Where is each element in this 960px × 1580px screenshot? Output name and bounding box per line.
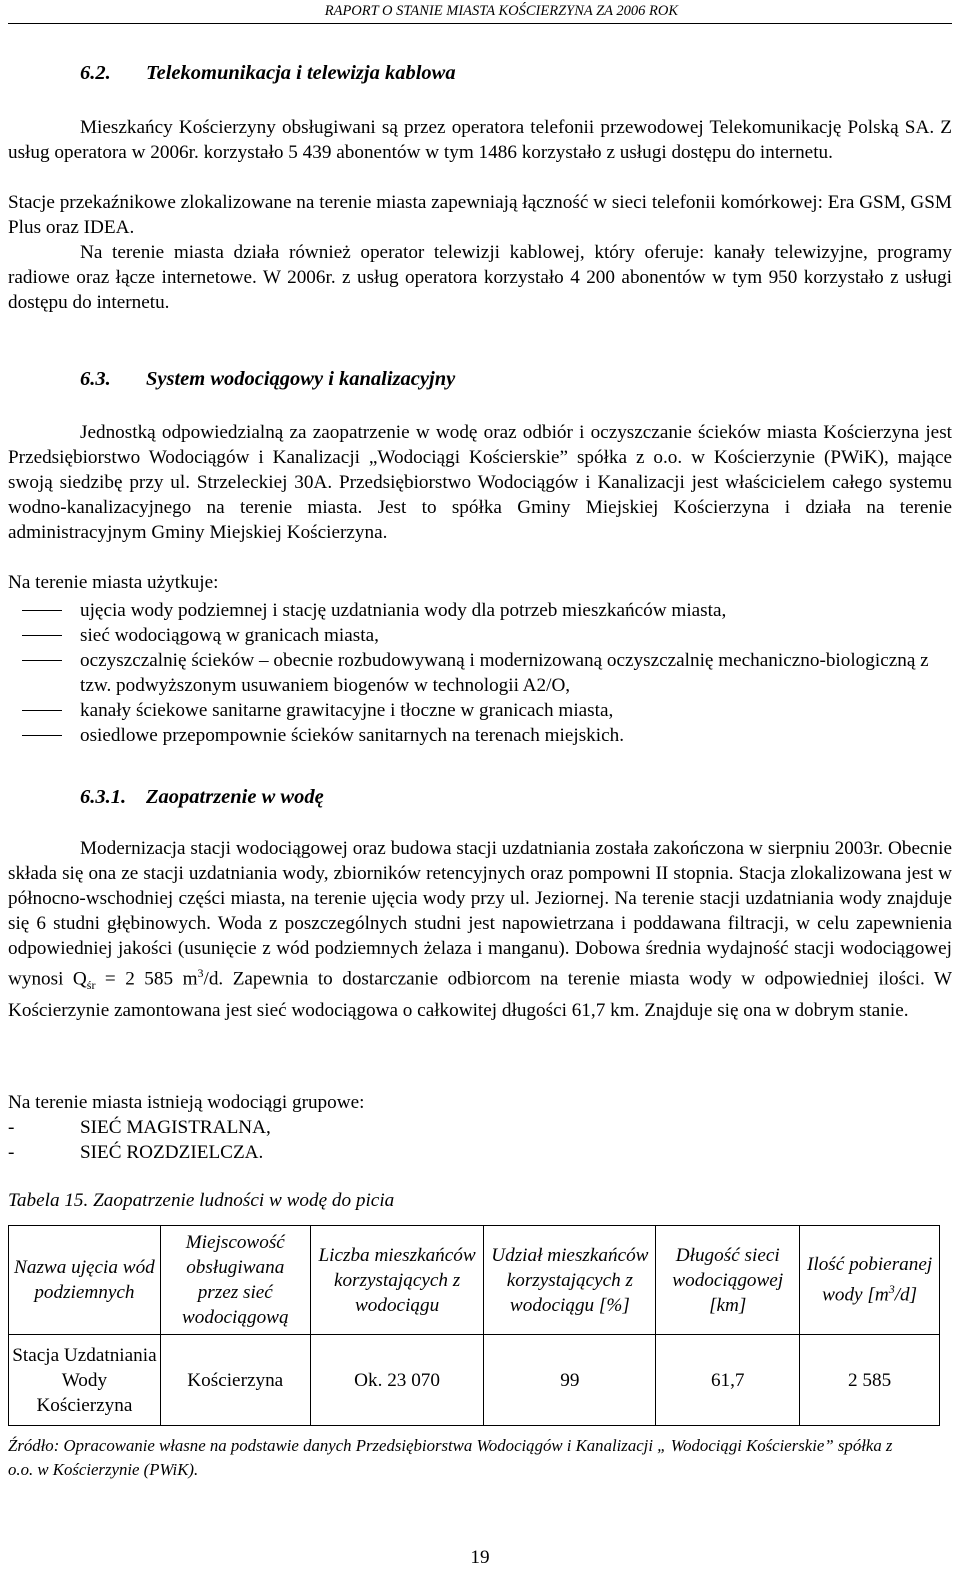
paragraph-telewizja: Na terenie miasta działa również operator telewizji kablowej, który oferuje: kanały telewizyjne, programy radiowe oraz łącze internetowe. W 2006r. z usług operatora korzystało 4 200 abonentów w tym 950 korzystało z usługi dostępu do internetu. [8,242,952,313]
table-header-cell: Miejscowość obsługiwana przez sieć wodociągową [160,1226,310,1335]
table-header-cell: Liczba mieszkańców korzystających z wodociągu [310,1226,484,1335]
table-row [9,1335,940,1426]
table-header-cell: Ilość pobieranej wody $[m^3/d]$ [800,1226,940,1335]
list-item: ujęcia wody podziemnej i stację uzdatniania wody dla potrzeb mieszkańców miasta, [8,598,952,623]
list-item: sieć wodociągową w granicach miasta, [8,623,952,648]
paragraph-telekomunikacja: Mieszkańcy Kościerzyny obsługiwani są przez operatora telefonii przewodowej Telekomunikację Polską SA. Z usług operatora w 2006r. korzystało 5 439 abonentów w tym 1486 korzystało z usługi dostępu do internetu. [8,117,952,163]
section-heading-6-3-1 [80,786,324,809]
list-item: - SIEĆ ROZDZIELCZA. [8,1142,264,1163]
table-cell: Stacja Uzdatniania Wody Kościerzyna [9,1335,161,1426]
table-cell: 61,7 [656,1335,800,1426]
table-cell: 2 585 [800,1335,940,1426]
section-title: System wodociągowy i kanalizacyjny [146,368,456,390]
section-heading-6-3 [80,368,455,391]
section-title: Telekomunikacja i telewizja kablowa [146,62,456,84]
section-number: 6.3.1. [80,786,127,808]
table-caption: Tabela 15. Zaopatrzenie ludności w wodę do picia [8,1190,395,1211]
page-number: 19 [470,1547,490,1568]
paragraph-pwik: Jednostką odpowiedzialną za zaopatrzenie w wodę oraz odbiór i oczyszczanie ścieków miasta Kościerzyna jest Przedsiębiorstwo Wodociągów i Kanalizacji „Wodociągi Kościerskie” spółka z o.o. w Kościerzynie (PWiK), mające swoją siedzibę przy ul. Strzeleckiej 30A. Przedsiębiorstwo Wodociągów i Kanalizacji jest właścicielem całego systemu wodno-kanalizacyjnego na terenie miasta. Jest to spółka Gminy Miejskiej Kościerzyna i działa na terenie administracyjnym Gminy Miejskiej Kościerzyna. [8,422,952,543]
water-supply-table [8,1225,940,1426]
list-item: - SIEĆ MAGISTRALNA, [8,1117,271,1138]
paragraph-zaopatrzenie: Modernizacja stacji wodociągowej oraz budowa stacji uzdatniania została zakończona w sierpniu 2003r. Obecnie składa się ona ze stacji uzdatniania wody, zbiorników retencyjnych oraz pompowni II stopnia. Stacja zlokalizowana jest w północno-wschodniej części miasta, na terenie ujęcia wody przy ul. Jeziornej. Na terenie stacji uzdatniania wody znajduje się 6 studni głębinowych. Woda z poszczególnych studni jest napowietrzana i poddawana filtracji, w celu zapewnienia odpowiedniej jakości (usunięcie z wód podziemnych żelaza i manganu). Dobowa średnia wydajność stacji wodociągowej wynosi $Q_{śr} = 2$ 585 $m^3/d$. Zapewnia to dostarczanie odbiorcom na terenie miasta wody w odpowiedniej ilości. W Kościerzynie zamontowana jest sieć wodociągowa o całkowitej długości 61,7 km. Znajduje się ona w dobrym stanie. [8,838,953,1022]
group-list [8,1115,271,1165]
list-item: oczyszczalnię ścieków – obecnie rozbudowywaną i modernizowaną oczyszczalnię mechaniczno-biologiczną z tzw. podwyższonym usuwaniem biogenów w technologii A2/O, [8,648,952,698]
table-cell: 99 [484,1335,656,1426]
section-number: 6.2. [80,62,111,84]
infrastructure-list [8,598,952,748]
section-number: 6.3. [80,368,111,390]
section-title: Zaopatrzenie w wodę [146,786,324,808]
list-intro: Na terenie miasta użytkuje: [8,572,219,593]
table-cell: Kościerzyna [160,1335,310,1426]
running-header: RAPORT O STANIE MIASTA KOŚCIERZYNA ZA 2006 ROK [324,3,678,19]
header-rule [8,23,952,24]
paragraph-stacje: Stacje przekaźnikowe zlokalizowane na terenie miasta zapewniają łączność w sieci telefonii komórkowej: Era GSM, GSM Plus oraz IDEA. [8,192,952,238]
table-header-row [9,1226,940,1335]
table-header-cell: Długość sieci wodociągowej [km] [656,1226,800,1335]
section-heading-6-2 [80,62,456,85]
table-cell: Ok. 23 070 [310,1335,484,1426]
group-intro: Na terenie miasta istnieją wodociągi grupowe: [8,1092,365,1113]
table-header-cell: Nazwa ujęcia wód podziemnych [9,1226,161,1335]
table-header-cell: Udział mieszkańców korzystających z wodociągu [%] [484,1226,656,1335]
table-source: Źródło: Opracowanie własne na podstawie danych Przedsiębiorstwa Wodociągów i Kanalizacji „ Wodociągi Kościerskie” spółka z o.o. w Kościerzynie (PWiK). [8,1436,893,1479]
list-item: kanały ściekowe sanitarne grawitacyjne i tłoczne w granicach miasta, [8,698,952,723]
list-item: osiedlowe przepompownie ścieków sanitarnych na terenach miejskich. [8,723,952,748]
